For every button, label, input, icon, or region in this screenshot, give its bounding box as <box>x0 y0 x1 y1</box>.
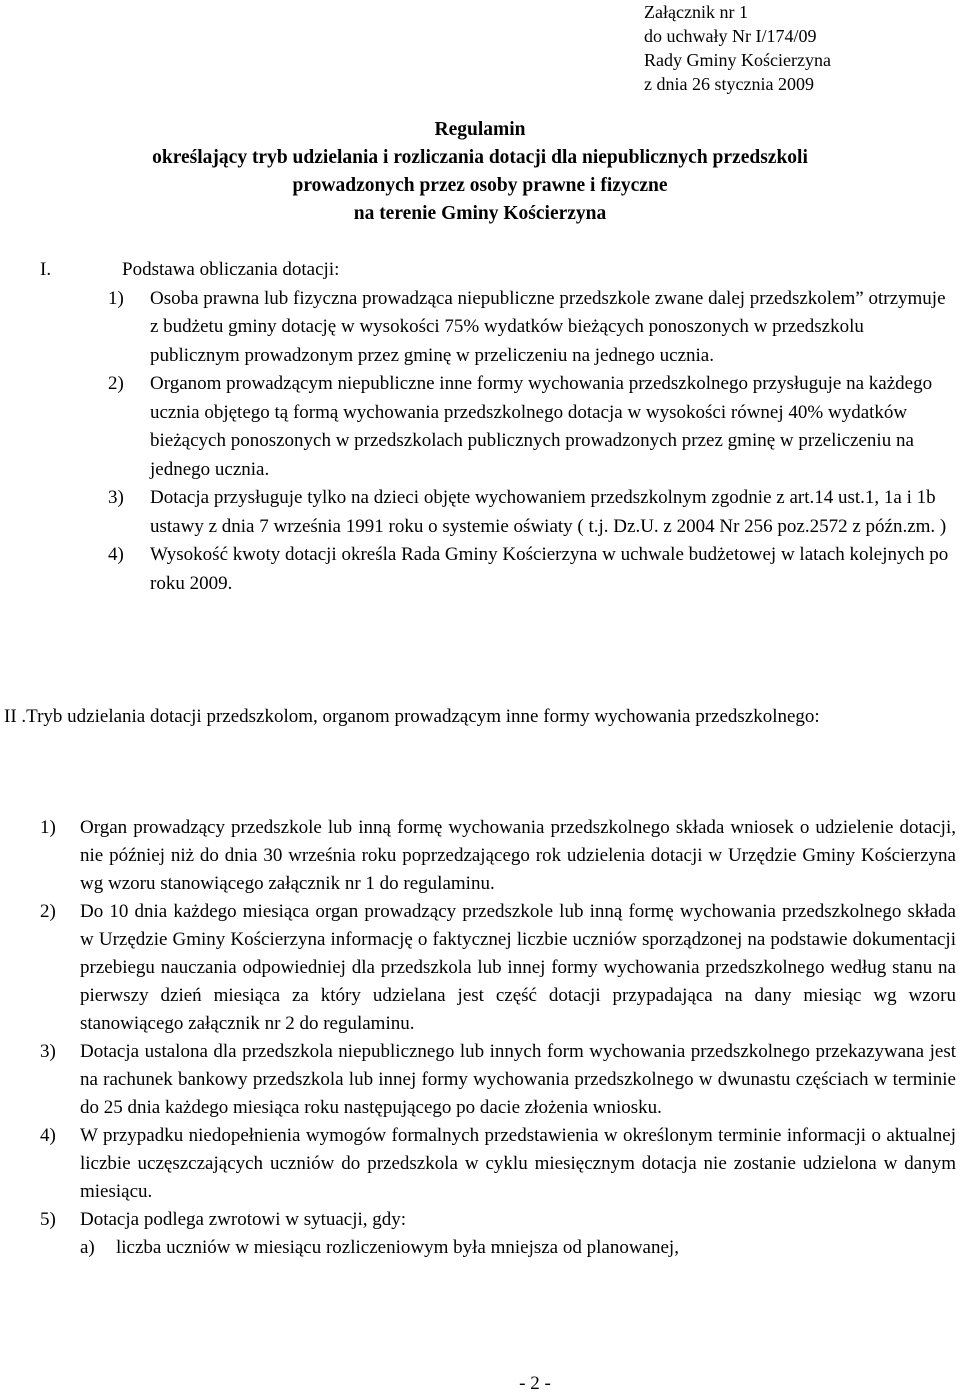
item-number: 2) <box>40 901 56 922</box>
item-text: Osoba prawna lub fizyczna prowadząca niepubliczne przedszkole zwane dalej przedszkolem” otrzymuje z budżetu gminy dotację w wysokości 75% wydatków bieżących ponoszonych w przedszkolu publicznym prowadzonym przez gminę w przeliczeniu na jednego ucznia. <box>150 287 946 366</box>
attachment-line: z dnia 26 stycznia 2009 <box>644 74 814 94</box>
attachment-block <box>644 0 831 96</box>
item-number: 4) <box>108 544 124 565</box>
list-item <box>40 1038 956 1122</box>
list-item <box>40 814 956 898</box>
list-item <box>108 484 956 541</box>
title-line: prowadzonych przez osoby prawne i fizyczne <box>292 175 668 196</box>
item-number: 3) <box>40 1041 56 1062</box>
item-text: Dotacja ustalona dla przedszkola niepublicznego lub innych form wychowania przedszkolnego przekazywana jest na rachunek bankowy przedszkola lub innej formy wychowania przedszkolnego w dwunastu częściach w terminie do 25 dnia każdego miesiąca roku następującego po dacie złożenia wniosku. <box>80 1041 956 1118</box>
sub-list-item <box>80 1234 956 1262</box>
item-number: 1) <box>40 817 56 838</box>
item-number: 5) <box>40 1209 56 1230</box>
attachment-line: Rady Gminy Kościerzyna <box>644 50 831 70</box>
title-line: Regulamin <box>434 119 526 140</box>
item-text: Do 10 dnia każdego miesiąca organ prowadzący przedszkole lub inną formę wychowania przedszkolnego składa w Urzędzie Gminy Kościerzyna informację o faktycznej liczbie uczniów sporządzonej na podstawie dokumentacji przebiegu nauczania odpowiedniej dla przedszkola lub innej formy wychowania przedszkolnego według stanu na pierwszy dzień miesiąca za który udzielana jest część dotacji przypadająca na dany miesiąc wg wzoru stanowiącego załącznik nr 2 do regulaminu. <box>80 901 956 1034</box>
attachment-line: Załącznik nr 1 <box>644 2 748 22</box>
item-number: 4) <box>40 1125 56 1146</box>
list-item <box>40 1206 956 1234</box>
list-item <box>40 898 956 1038</box>
sub-item-text: liczba uczniów w miesiącu rozliczeniowym była mniejsza od planowanej, <box>116 1237 679 1258</box>
document-title <box>0 116 960 228</box>
list-item <box>108 541 956 598</box>
page-number: - 2 - <box>519 1373 551 1394</box>
item-text: W przypadku niedopełnienia wymogów formalnych przedstawienia w określonym terminie informacji o aktualnej liczbie uczęszczających uczniów do przedszkola w cyklu miesięcznym dotacja nie zostanie udzielona w danym miesiącu. <box>80 1125 956 1202</box>
list-item <box>108 370 956 484</box>
list-item <box>40 1122 956 1206</box>
attachment-line: do uchwały Nr I/174/09 <box>644 26 817 46</box>
item-text: Dotacja przysługuje tylko na dzieci objęte wychowaniem przedszkolnym zgodnie z art.14 ust.1, 1a i 1b ustawy z dnia 7 września 1991 roku o systemie oświaty ( t.j. Dz.U. z 2004 Nr 256 poz.2572 z późn.zm. ) <box>150 487 947 537</box>
section-1-heading <box>40 256 956 285</box>
section-numeral: I. <box>40 259 52 280</box>
section-heading-text: Podstawa obliczania dotacji: <box>122 259 340 280</box>
item-number: 1) <box>108 287 124 309</box>
section-1-list <box>108 285 956 599</box>
item-number: 2) <box>108 373 124 394</box>
section-2-heading: II .Tryb udzielania dotacji przedszkolom, organom prowadzącym inne formy wychowania przedszkolnego: <box>4 706 820 727</box>
section-1 <box>40 256 956 598</box>
section-2-list <box>40 814 956 1262</box>
item-text: Organom prowadzącym niepubliczne inne formy wychowania przedszkolnego przysługuje na każdego ucznia objętego tą formą wychowania przedszkolnego dotacja w wysokości równej 40% wydatków bieżących ponoszonych w przedszkolach publicznych prowadzonych przez gminę w przeliczeniu na jednego ucznia. <box>150 373 933 480</box>
list-item <box>108 285 956 371</box>
item-number: 3) <box>108 487 124 508</box>
item-text: Organ prowadzący przedszkole lub inną formę wychowania przedszkolnego składa wniosek o udzielenie dotacji, nie później niż do dnia 30 września roku poprzedzającego rok udzielenia dotacji w Urzędzie Gminy Kościerzyna wg wzoru stanowiącego załącznik nr 1 do regulaminu. <box>80 817 956 894</box>
sub-item-letter: a) <box>80 1237 95 1258</box>
title-line: na terenie Gminy Kościerzyna <box>353 203 607 224</box>
title-line: określający tryb udzielania i rozliczania dotacji dla niepublicznych przedszkoli <box>152 147 808 168</box>
item-text: Wysokość kwoty dotacji określa Rada Gminy Kościerzyna w uchwale budżetowej w latach kolejnych po roku 2009. <box>150 544 949 594</box>
item-text: Dotacja podlega zwrotowi w sytuacji, gdy: <box>80 1209 407 1230</box>
